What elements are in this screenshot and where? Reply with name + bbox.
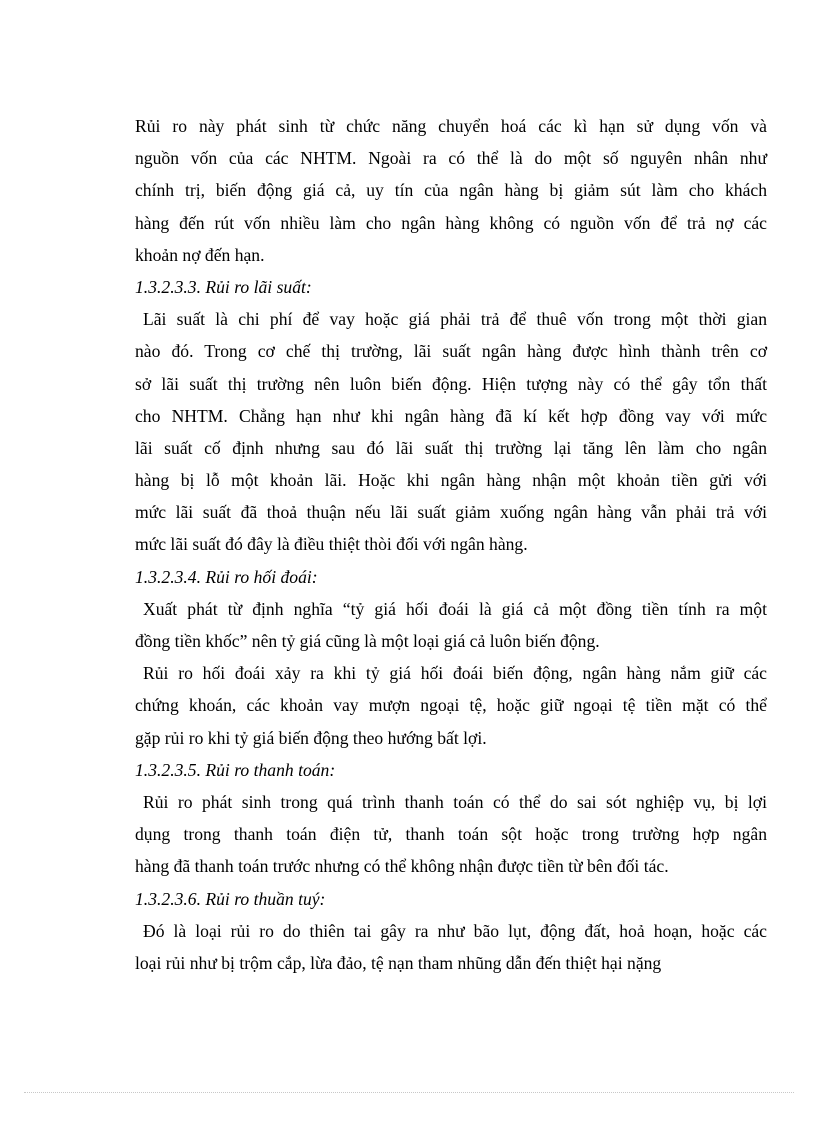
paragraph-exchange-rate-risk <box>135 657 767 754</box>
text-line: cho NHTM. Chẳng hạn như khi ngân hàng đã kí kết hợp đồng vay với mức <box>135 405 767 426</box>
text-line: hàng đến rút vốn nhiều làm cho ngân hàng không có nguồn vốn để trả nợ các <box>135 212 767 233</box>
text-line: Lãi suất là chi phí để vay hoặc giá phải trả để thuê vốn trong một thời gian <box>143 309 767 330</box>
paragraph-exchange-rate-definition <box>135 593 767 657</box>
section-heading-exchange-rate-risk: 1.3.2.3.4. Rủi ro hối đoái: <box>135 566 318 587</box>
text-line: nào đó. Trong cơ chế thị trường, lãi suất ngân hàng được hình thành trên cơ <box>135 341 767 362</box>
page-bottom-border <box>24 1092 794 1093</box>
section-heading-interest-rate-risk: 1.3.2.3.3. Rủi ro lãi suất: <box>135 276 312 297</box>
text-line: mức lãi suất đã thoả thuận nếu lãi suất giảm xuống ngân hàng vẫn phải trả với <box>135 502 767 523</box>
text-line: chính trị, biến động giá cả, uy tín của ngân hàng bị giảm sút làm cho khách <box>135 180 767 201</box>
text-line: hàng đã thanh toán trước nhưng có thể không nhận được tiền từ bên đối tác. <box>135 856 669 877</box>
document-body <box>135 110 767 979</box>
section-heading-pure-risk: 1.3.2.3.6. Rủi ro thuần tuý: <box>135 888 326 909</box>
text-line: đồng tiền khốc” nên tỷ giá cũng là một loại giá cả luôn biến động. <box>135 631 600 651</box>
text-line: Xuất phát từ định nghĩa “tỷ giá hối đoái là giá cả một đồng tiền tính ra một <box>143 598 767 619</box>
text-line: Rủi ro này phát sinh từ chức năng chuyển hoá các kì hạn sử dụng vốn và <box>135 116 767 136</box>
text-line: nguồn vốn của các NHTM. Ngoài ra có thể là do một số nguyên nhân như <box>135 148 767 169</box>
text-line: khoản nợ đến hạn. <box>135 244 265 265</box>
text-line: loại rủi như bị trộm cắp, lừa đảo, tệ nạn tham nhũng dẫn đến thiệt hại nặng <box>135 952 662 973</box>
text-line: dụng trong thanh toán điện tử, thanh toán sột hoặc trong trường hợp ngân <box>135 824 767 845</box>
text-line: gặp rủi ro khi tỷ giá biến động theo hướng bất lợi. <box>135 727 487 748</box>
paragraph-intro <box>135 110 767 271</box>
text-line: chứng khoán, các khoản vay mượn ngoại tệ, hoặc giữ ngoại tệ tiền mặt có thể <box>135 695 767 716</box>
section-heading-payment-risk: 1.3.2.3.5. Rủi ro thanh toán: <box>135 759 336 780</box>
paragraph-interest-rate-risk <box>135 303 767 561</box>
paragraph-pure-risk <box>135 915 767 979</box>
text-line: Rủi ro hối đoái xảy ra khi tỷ giá hối đoái biến động, ngân hàng nắm giữ các <box>143 663 767 684</box>
text-line: Đó là loại rủi ro do thiên tai gây ra như bão lụt, động đất, hoả hoạn, hoặc các <box>143 920 767 941</box>
text-line: hàng bị lỗ một khoản lãi. Hoặc khi ngân hàng nhận một khoản tiền gửi với <box>135 470 767 491</box>
text-line: lãi suất cố định nhưng sau đó lãi suất thị trường lại tăng lên làm cho ngân <box>135 437 767 458</box>
text-line: sở lãi suất thị trường nên luôn biến động. Hiện tượng này có thể gây tổn thất <box>135 373 767 394</box>
paragraph-payment-risk <box>135 786 767 883</box>
text-line: Rủi ro phát sinh trong quá trình thanh toán có thể do sai sót nghiệp vụ, bị lợi <box>143 791 767 812</box>
text-line: mức lãi suất đó đây là điều thiệt thòi đối với ngân hàng. <box>135 534 528 555</box>
